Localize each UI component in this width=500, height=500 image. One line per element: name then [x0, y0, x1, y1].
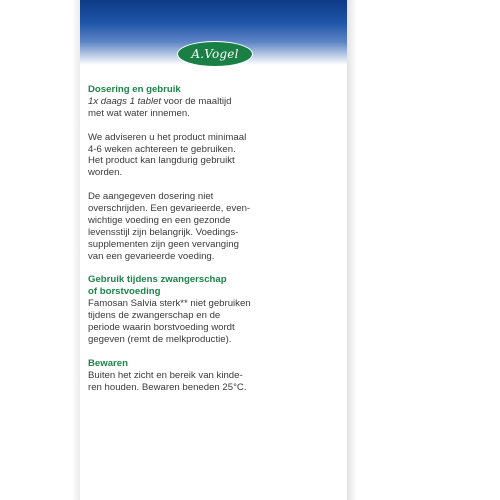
waarschuwing-line-4: levensstijl zijn belangrijk. Voedings- — [88, 226, 239, 238]
zwangerschap-line-3: periode waarin borstvoeding wordt — [88, 322, 235, 334]
advies-line-2: 4-6 weken achtereen te gebruiken. — [88, 143, 236, 155]
waarschuwing-line-2: overschrijden. Een gevarieerde, even- — [88, 203, 251, 215]
advies-text — [88, 132, 338, 180]
heading-bewaren: Bewaren — [88, 357, 128, 369]
advies-line-4: worden. — [88, 167, 123, 179]
dosering-line-2: met wat water innemen. — [88, 107, 190, 119]
dose-rest: voor de maaltijd — [161, 95, 232, 107]
zwangerschap-line-4: gegeven (remt de melkproductie). — [88, 333, 232, 345]
bewaren-line-1: Buiten het zicht en bereik van kinde- — [88, 369, 243, 381]
logo-text: A.Vogel — [191, 47, 239, 61]
heading-dosering: Dosering en gebruik — [88, 84, 181, 95]
waarschuwing-text — [88, 191, 338, 262]
advies-line-3: Het product kan langdurig gebruikt — [88, 155, 235, 167]
section-dosering — [88, 84, 338, 120]
heading-zwangerschap-1: Gebruik tijdens zwangerschap — [88, 274, 227, 286]
label-text — [88, 84, 338, 405]
box-left-shadow — [72, 0, 80, 500]
advies-line-1: We adviseren u het product minimaal — [88, 131, 247, 143]
zwangerschap-line-1: Famosan Salvia sterk** niet gebruiken — [88, 298, 251, 310]
section-bewaren — [88, 358, 338, 394]
dosering-text — [88, 96, 338, 120]
box-right-shadow — [347, 0, 357, 500]
section-zwangerschap — [88, 274, 338, 345]
waarschuwing-line-3: wichtige voeding en een gezonde — [88, 214, 231, 226]
section-waarschuwing — [88, 191, 338, 262]
waarschuwing-line-1: De aangegeven dosering niet — [88, 191, 214, 203]
waarschuwing-line-5: supplementen zijn geen vervanging — [88, 238, 239, 250]
dosering-line-1 — [88, 96, 338, 108]
waarschuwing-line-6: van een gevarieerde voeding. — [88, 250, 215, 262]
heading-zwangerschap-2: of borstvoeding — [88, 286, 161, 298]
zwangerschap-line-2: tijdens de zwangerschap en de — [88, 310, 221, 322]
bewaren-line-2: ren houden. Bewaren beneden 25°C. — [88, 381, 247, 393]
avogel-logo — [177, 41, 253, 67]
section-advies — [88, 132, 338, 180]
dose-italic: 1x daags 1 tablet — [88, 95, 162, 107]
bewaren-text — [88, 370, 338, 394]
zwangerschap-text — [88, 298, 338, 346]
